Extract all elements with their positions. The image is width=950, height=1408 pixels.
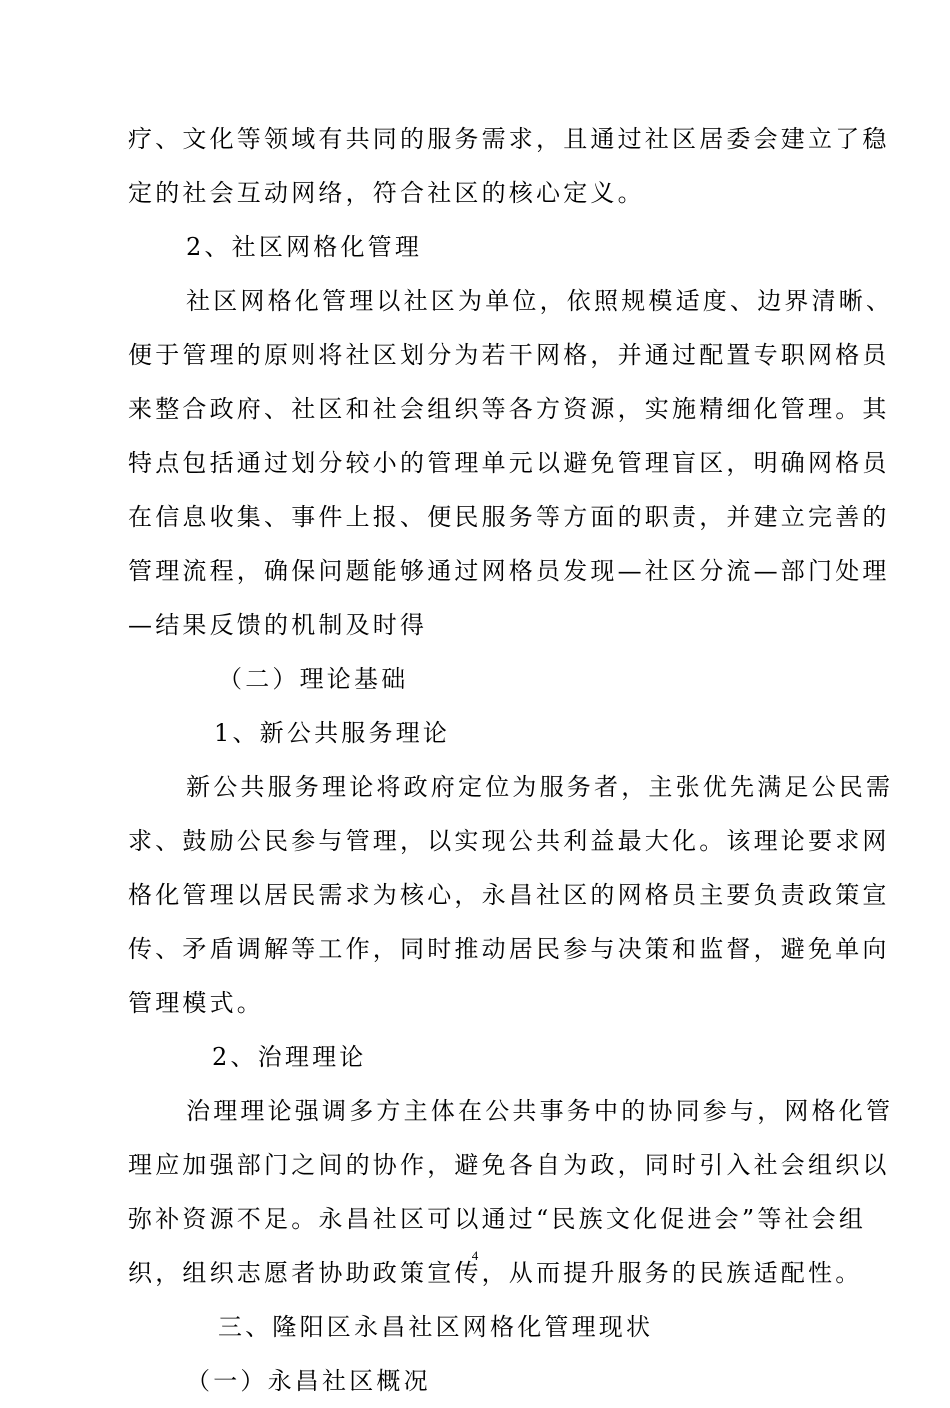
paragraph-line: —结果反馈的机制及时得 — [128, 611, 428, 639]
paragraph-line: 弥补资源不足。永昌社区可以通过“民族文化促进会”等社会组 — [128, 1205, 867, 1233]
paragraph-line: 社区网格化管理以社区为单位，依照规模适度、边界清晰、 — [186, 287, 894, 315]
paragraph-line: 管理模式。 — [128, 989, 264, 1017]
body-text — [128, 112, 894, 1408]
section-heading: 1、新公共服务理论 — [214, 719, 451, 747]
paragraph-line: 传、矛盾调解等工作，同时推动居民参与决策和监督，避免单向 — [128, 935, 890, 963]
paragraph-line: 织，组织志愿者协助政策宣传，从而提升服务的民族适配性。 — [128, 1259, 863, 1287]
paragraph-line: 疗、文化等领域有共同的服务需求，且通过社区居委会建立了稳 — [128, 125, 890, 153]
paragraph-line: 来整合政府、社区和社会组织等各方资源，实施精细化管理。其 — [128, 395, 890, 423]
section-heading: （一）永昌社区概况 — [186, 1367, 431, 1395]
section-heading: 2、社区网格化管理 — [186, 233, 423, 261]
section-heading: （二）理论基础 — [218, 665, 409, 693]
paragraph-line: 新公共服务理论将政府定位为服务者，主张优先满足公民需 — [186, 773, 894, 801]
paragraph-line: 求、鼓励公民参与管理，以实现公共利益最大化。该理论要求网 — [128, 827, 890, 855]
chapter-heading: 三、隆阳区永昌社区网格化管理现状 — [218, 1313, 654, 1341]
paragraph-line: 特点包括通过划分较小的管理单元以避免管理盲区，明确网格员 — [128, 449, 890, 477]
page-number: 4 — [471, 1248, 479, 1263]
paragraph-line: 便于管理的原则将社区划分为若干网格，并通过配置专职网格员 — [128, 341, 890, 369]
paragraph-line: 格化管理以居民需求为核心，永昌社区的网格员主要负责政策宣 — [128, 881, 890, 909]
paragraph-line: 管理流程，确保问题能够通过网格员发现—社区分流—部门处理 — [128, 557, 890, 585]
section-heading: 2、治理理论 — [212, 1043, 367, 1071]
paragraph-line: 治理理论强调多方主体在公共事务中的协同参与，网格化管 — [186, 1097, 894, 1125]
paragraph-line: 在信息收集、事件上报、便民服务等方面的职责，并建立完善的 — [128, 503, 890, 531]
paragraph-line: 定的社会互动网络，符合社区的核心定义。 — [128, 179, 645, 207]
paragraph-line: 理应加强部门之间的协作，避免各自为政，同时引入社会组织以 — [128, 1151, 890, 1179]
